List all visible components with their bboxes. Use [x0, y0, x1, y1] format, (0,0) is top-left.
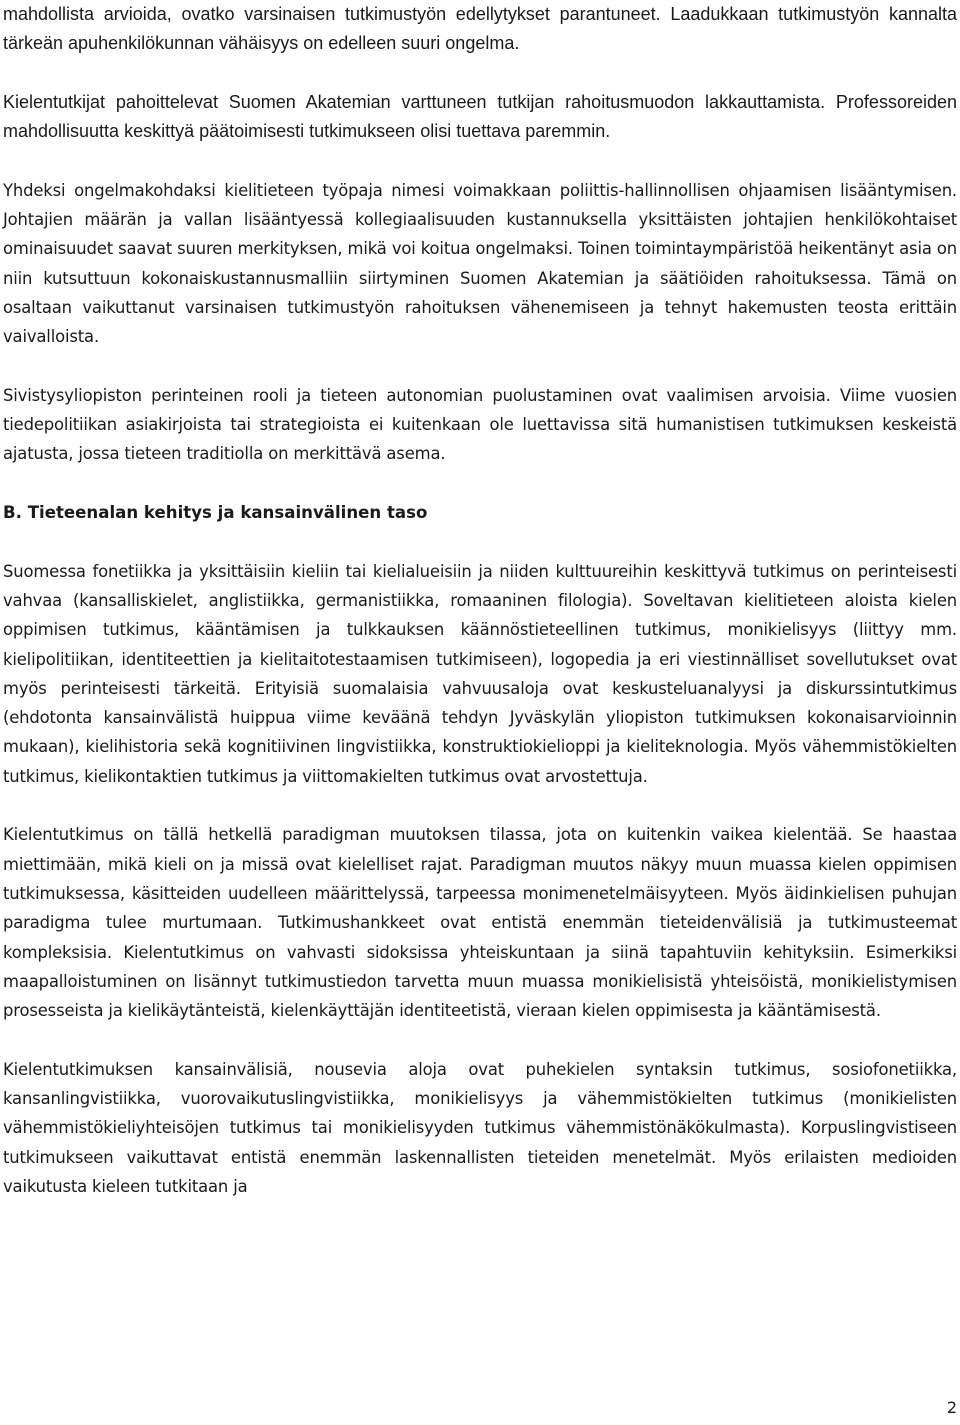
- page-number: 2: [946, 1398, 957, 1417]
- paragraph-gap: [3, 791, 957, 820]
- paragraph-emerging-fields: Kielentutkimuksen kansainvälisiä, nousevia aloja ovat puhekielen syntaksin tutkimus, sosiofonetiikka, kansanlingvistiikka, vuorovaikutuslingvistiikka, monikielisyys ja vähemmistökielten tutkimus (monikielisten vähemmistökieliyhteisöjen tutkimus tai monikielisyyden tutkimus vähemmistönäkökulmasta). Korpuslingvistiseen tutkimukseen vaikuttavat entistä enemmän laskennallisten tieteiden menetelmät. Myös erilaisten medioiden vaikutusta kieleen tutkitaan ja: [3, 1059, 957, 1196]
- section-heading: B. Tieteenalan kehitys ja kansainvälinen taso: [3, 503, 428, 523]
- paragraph-paradigm: Kielentutkimus on tällä hetkellä paradigman muutoksen tilassa, jota on kuitenkin vaikea kielentää. Se haastaa miettimään, mikä kieli on ja missä ovat kielelliset rajat. Paradigman muutos näkyy muun muassa kielen oppimisen tutkimuksessa, käsitteiden uudelleen määrittelyssä, tarpeessa monimenetelmäisyyteen. Myös äidinkielisen puhujan paradigma tulee murtumaan. Tutkimushankkeet ovat entistä enemmän tieteidenvälisiä ja tutkimusteemat kompleksisia. Kielentutkimus on vahvasti sidoksissa yhteiskuntaan ja siinä tapahtuviin kehityksiin. Esimerkiksi maapalloistuminen on lisännyt tutkimustiedon tarvetta muun muassa monikielisistä yhteisöistä, monikielistymisen prosesseista ja kielikäytänteistä, kielenkäyttäjän identiteetistä, vieraan kielen oppimisesta ja kääntämisestä.: [3, 825, 957, 1021]
- arial-block: [3, 0, 957, 176]
- paragraph-gap: [3, 527, 957, 556]
- paragraph-funding: Kielentutkijat pahoittelevat Suomen Akatemian varttuneen tutkijan rahoitusmuodon lakkauttamista. Professoreiden mahdollisuutta keskittyä päätoimisesti tutkimukseen olisi tuettava paremmin.: [3, 91, 957, 142]
- paragraph-gap: [3, 146, 957, 175]
- paragraph-university-role: Sivistysyliopiston perinteinen rooli ja tieteen autonomian puolustaminen ovat vaalimisen arvoisia. Viime vuosien tiedepolitiikan asiakirjoista tai strategioista ei kuitenkaan ole luettavissa sitä humanistisen tutkimuksen keskeistä ajatusta, jossa tieteen traditiolla on merkittävä asema.: [3, 385, 957, 464]
- paragraph-gap: [3, 352, 957, 381]
- paragraph-governance: Yhdeksi ongelmakohdaksi kielitieteen työpaja nimesi voimakkaan poliittis-hallinnollisen ohjaamisen lisääntymisen. Johtajien määrän ja vallan lisääntyessä kollegiaalisuuden kustannuksella yksittäisten johtajien henkilökohtaiset ominaisuudet saavat suuren merkityksen, mikä voi koitua ongelmaksi. Toinen toimintaympäristöä heikentänyt asia on niin kutsuttuun kokonaiskustannusmalliin siirtyminen Suomen Akatemian ja säätiöiden rahoituksessa. Tämä on osaltaan vaikuttanut varsinaisen tutkimustyön rahoituksen vähenemiseen ja tehnyt hakemusten teosta erittäin vaivalloista.: [3, 180, 957, 347]
- document-page: [3, 0, 957, 1201]
- paragraph-gap: [3, 59, 957, 88]
- paragraph-gap: [3, 469, 957, 498]
- paragraph-gap: [3, 1025, 957, 1054]
- paragraph-strengths: Suomessa fonetiikka ja yksittäisiin kieliin tai kielialueisiin ja niiden kulttuureihin keskittyvä tutkimus on perinteisesti vahvaa (kansalliskielet, anglistiikka, germanistiikka, romaaninen filologia). Soveltavan kielitieteen aloista kielen oppimisen tutkimus, kääntämisen ja tulkkauksen käännöstieteellinen tutkimus, monikielisyys (liittyy mm. kielipolitiikan, identiteettien ja kielitaitotestaamisen tutkimiseen), logopedia ja eri viestinnälliset sovellutukset ovat myös perinteisesti tärkeitä. Erityisiä suomalaisia vahvuusaloja ovat keskusteluanalyysi ja diskurssintutkimus (ehdotonta kansainvälistä huippua viime keväänä tehdyn Jyväskylän yliopiston tutkimuksen kokonaisarvioinnin mukaan), kielihistoria sekä kognitiivinen lingvistiikka, konstruktiokielioppi ja kieliteknologia. Myös vähemmistökielten tutkimus, kielikontaktien tutkimus ja viittomakielten tutkimus ovat arvostettuja.: [3, 561, 957, 786]
- paragraph-continuation: mahdollista arvioida, ovatko varsinaisen tutkimustyön edellytykset parantuneet. Laadukkaan tutkimustyön kannalta tärkeän apuhenkilökunnan vähäisyys on edelleen suuri ongelma.: [3, 4, 957, 54]
